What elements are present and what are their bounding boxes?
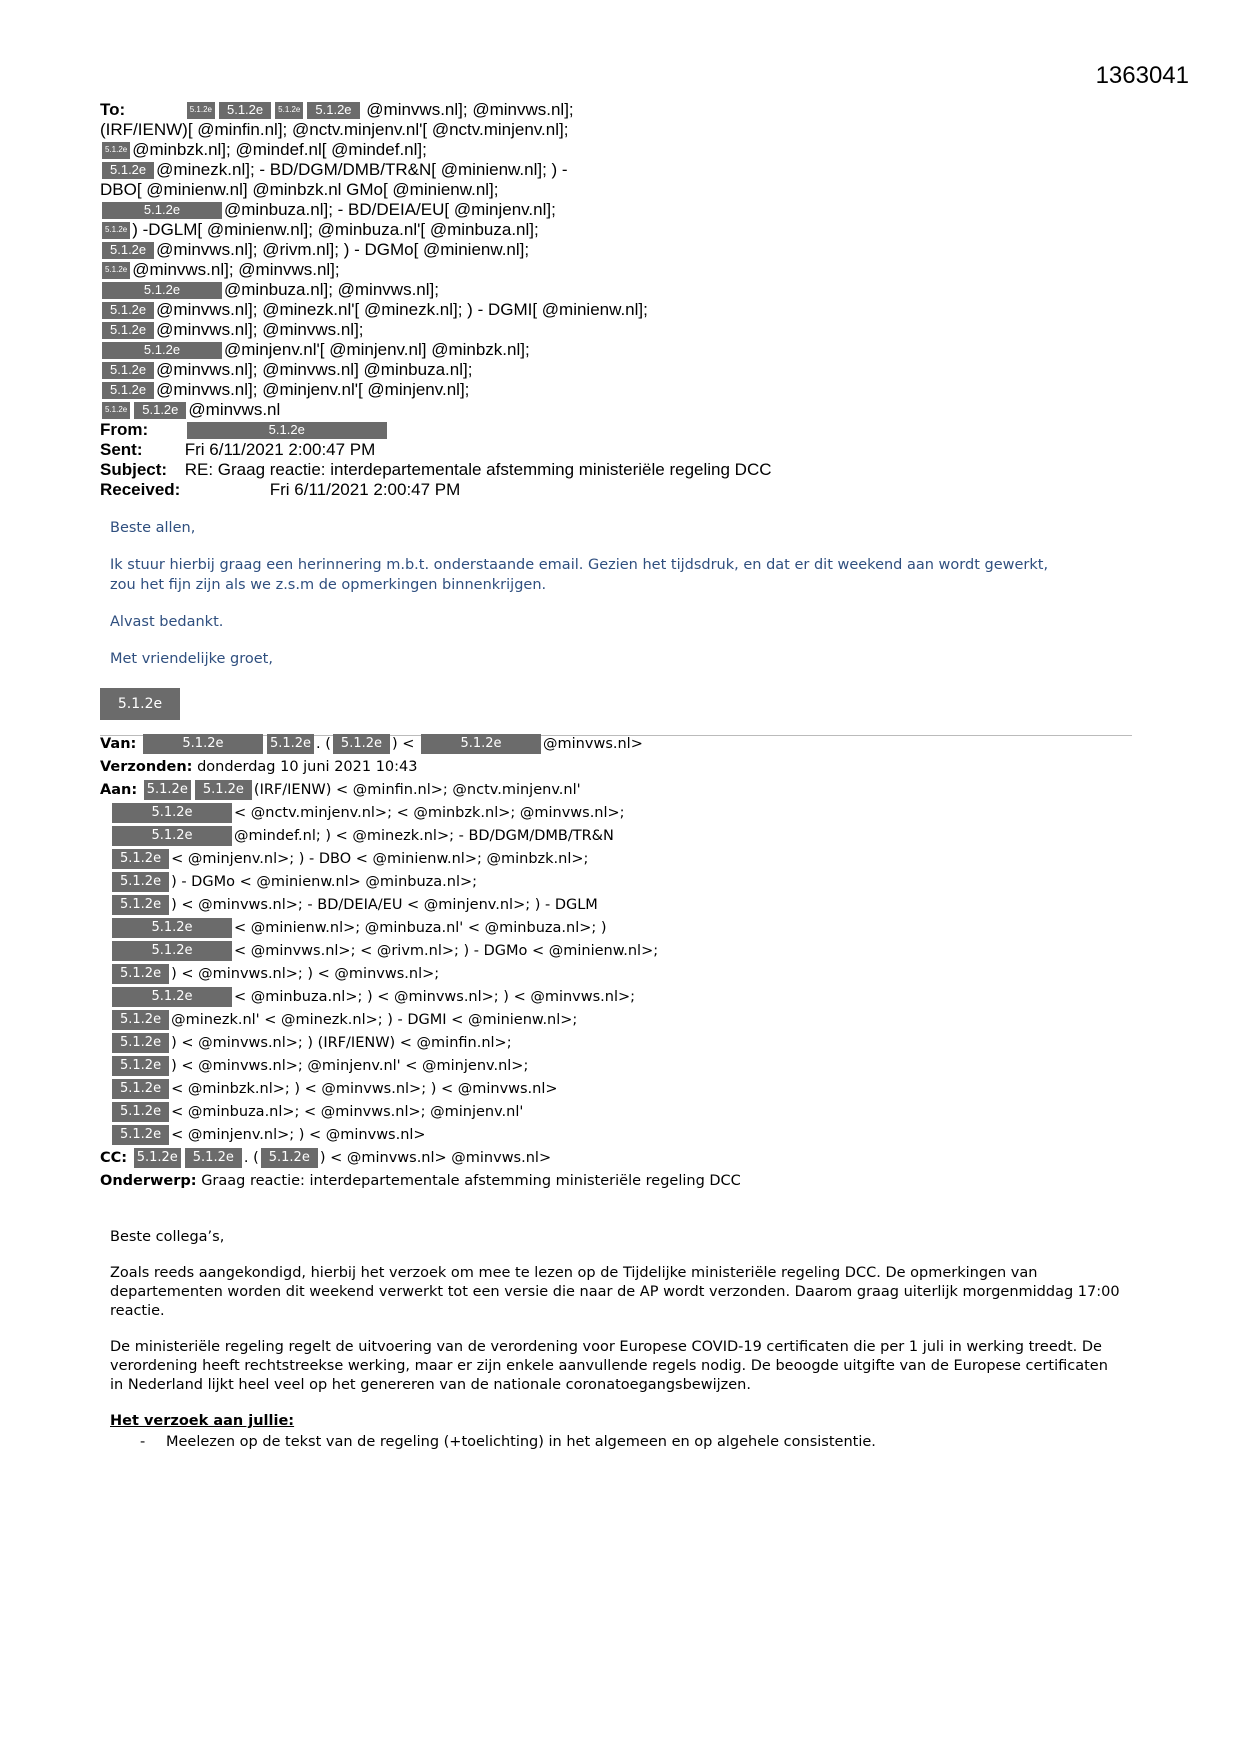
aan-line-text: ) < @minvws.nl>; ) < @minvws.nl>;: [171, 966, 440, 982]
paragraph: De ministeriële regeling regelt de uitvoering van de verordening voor Europese COVID-19 certificaten die per 1 juli in werking treedt. De verordening heeft rechtstreekse werking, maar er zijn enkele aanvullende regels nodig. De beoogde uitgifte van de Europese certificaten in Nederland lijkt heel veel op het genereren van de nationale coronatoegangsbewijzen.: [110, 1339, 1108, 1393]
to-line-text: @minvws.nl]; @minjenv.nl'[ @minjenv.nl];: [156, 380, 470, 399]
aan-line: [100, 825, 1140, 848]
to-line-text: @minvws.nl]; @minvws.nl];: [366, 100, 574, 119]
to-line: [100, 260, 1130, 280]
redaction: 5.1.2e: [102, 342, 222, 359]
redaction: 5.1.2e: [102, 222, 130, 239]
sent-row: [100, 440, 1130, 460]
to-line-text: @minvws.nl]; @minvws.nl] @minbuza.nl];: [156, 360, 473, 379]
aan-label: Aan:: [100, 782, 138, 798]
from-row: [100, 420, 1130, 440]
onderwerp-value: Graag reactie: interdepartementale afstemming ministeriële regeling DCC: [201, 1173, 741, 1189]
redaction: 5.1.2e: [102, 402, 130, 419]
van-label: Van:: [100, 736, 137, 752]
email1-to-block: [100, 100, 1130, 420]
email2-header: [100, 733, 1140, 1193]
aan-line-text: < @minienw.nl>; @minbuza.nl' < @minbuza.nl>; ): [234, 920, 607, 936]
to-line-text: @minvws.nl: [188, 400, 281, 419]
to-line-text: @minvws.nl]; @minezk.nl'[ @minezk.nl]; ) - DGMI[ @minienw.nl];: [156, 300, 648, 319]
aan-line-text: < @minjenv.nl>; ) - DBO < @minienw.nl>; @minbzk.nl>;: [171, 851, 589, 867]
redaction: 5.1.2e: [112, 895, 169, 915]
verzonden-row: [100, 756, 1140, 779]
redaction: 5.1.2e: [102, 242, 154, 259]
sent-label: Sent:: [100, 440, 143, 459]
closing: Met vriendelijke groet,: [110, 651, 273, 667]
to-label: To:: [100, 100, 126, 119]
redaction: 5.1.2e: [134, 402, 186, 419]
onderwerp-label: Onderwerp:: [100, 1173, 197, 1189]
to-line-text: ) -DGLM[ @minienw.nl]; @minbuza.nl'[ @minbuza.nl];: [132, 220, 539, 239]
received-value: Fri 6/11/2021 2:00:47 PM: [269, 480, 461, 499]
aan-line: [100, 871, 1140, 894]
redaction: 5.1.2e: [102, 382, 154, 399]
redaction: 5.1.2e: [102, 302, 154, 319]
to-line: [100, 160, 1130, 180]
to-line: [100, 280, 1130, 300]
redaction: 5.1.2e: [112, 964, 169, 984]
to-line-text: @minezk.nl]; - BD/DGM/DMB/TR&N[ @minienw.nl]; ) -: [156, 160, 568, 179]
aan-line: [100, 940, 1140, 963]
verzonden-value: donderdag 10 juni 2021 10:43: [197, 759, 418, 775]
redaction: 5.1.2e: [102, 162, 154, 179]
to-line: [100, 400, 1130, 420]
aan-line: [100, 963, 1140, 986]
redaction: 5.1.2e: [421, 734, 541, 754]
aan-line: [100, 848, 1140, 871]
aan-line-text: ) < @minvws.nl>; - BD/DEIA/EU < @minjenv.nl>; ) - DGLM: [171, 897, 598, 913]
to-line: [100, 340, 1130, 360]
redaction: 5.1.2e: [187, 102, 215, 119]
aan-line-text: < @minvws.nl>; < @rivm.nl>; ) - DGMo < @minienw.nl>;: [234, 943, 659, 959]
redaction: 5.1.2e: [112, 872, 169, 892]
aan-line: [100, 917, 1140, 940]
request-list: [110, 1433, 1120, 1452]
aan-line-text: < @minbzk.nl>; ) < @minvws.nl>; ) < @minvws.nl>: [171, 1081, 558, 1097]
subject-row: [100, 460, 1130, 480]
onderwerp-row: [100, 1170, 1140, 1193]
paragraph: Zoals reeds aangekondigd, hierbij het verzoek om mee te lezen op de Tijdelijke ministeriële regeling DCC. De opmerkingen van departementen worden dit weekend verwerkt tot een versie die naar de AP wordt verzonden. Daarom graag uiterlijk morgenmiddag 17:00 reactie.: [110, 1265, 1120, 1319]
redaction: 5.1.2e: [112, 1125, 169, 1145]
redaction: 5.1.2e: [112, 849, 169, 869]
to-line: [100, 120, 1130, 140]
redaction: 5.1.2e: [112, 1079, 169, 1099]
redaction: 5.1.2e: [112, 1056, 169, 1076]
aan-line-text: @mindef.nl; ) < @minezk.nl>; - BD/DGM/DMB/TR&N: [234, 828, 614, 844]
redaction: 5.1.2e: [261, 1148, 318, 1168]
list-item: - Meelezen op de tekst van de regeling (+toelichting) in het algemeen en op algehele consistentie.: [140, 1433, 1120, 1452]
redaction: 5.1.2e: [134, 1148, 181, 1168]
redaction: 5.1.2e: [187, 422, 387, 439]
aan-line: [100, 1055, 1140, 1078]
aan-line: [100, 1032, 1140, 1055]
redaction: 5.1.2e: [112, 803, 232, 823]
subject-value: RE: Graag reactie: interdepartementale afstemming ministeriële regeling DCC: [184, 460, 772, 479]
to-line-text: DBO[ @minienw.nl] @minbzk.nl GMo[ @minienw.nl];: [100, 180, 499, 199]
sent-value: Fri 6/11/2021 2:00:47 PM: [184, 440, 376, 459]
from-label: From:: [100, 420, 149, 439]
redaction: 5.1.2e: [195, 780, 252, 800]
redaction: 5.1.2e: [112, 941, 232, 961]
aan-row: [100, 779, 1140, 802]
paragraph: Ik stuur hierbij graag een herinnering m.b.t. onderstaande email. Gezien het tijdsdruk, en dat er dit weekend aan wordt gewerkt, zou het fijn zijn als we z.s.m de opmerkingen binnenkrijgen.: [110, 557, 1049, 593]
to-line: [100, 240, 1130, 260]
to-line: [100, 180, 1130, 200]
to-line-text: @minvws.nl]; @minvws.nl];: [132, 260, 340, 279]
signature-redaction: 5.1.2e: [100, 688, 180, 720]
redaction: 5.1.2e: [112, 918, 232, 938]
redaction: 5.1.2e: [307, 102, 359, 119]
to-line: [100, 380, 1130, 400]
redaction: 5.1.2e: [102, 362, 154, 379]
redaction: 5.1.2e: [102, 282, 222, 299]
aan-line: [100, 1009, 1140, 1032]
to-line: [100, 300, 1130, 320]
cc-label: CC:: [100, 1150, 128, 1166]
received-label: Received:: [100, 480, 181, 499]
redaction: 5.1.2e: [144, 780, 191, 800]
aan-line: [100, 986, 1140, 1009]
aan-line-text: < @minjenv.nl>; ) < @minvws.nl>: [171, 1127, 426, 1143]
redaction: 5.1.2e: [112, 826, 232, 846]
aan-line: [100, 1078, 1140, 1101]
redaction: 5.1.2e: [102, 142, 130, 159]
to-line: [100, 320, 1130, 340]
document-id: 1363041: [1095, 62, 1189, 89]
aan-line: [100, 1101, 1140, 1124]
to-line: [100, 220, 1130, 240]
redaction: 5.1.2e: [112, 1010, 169, 1030]
email2-body: [110, 1228, 1120, 1452]
aan-line: [100, 1124, 1140, 1147]
redaction: 5.1.2e: [112, 987, 232, 1007]
subject-label: Subject:: [100, 460, 168, 479]
aan-line-text: ) - DGMo < @minienw.nl> @minbuza.nl>;: [171, 874, 478, 890]
redaction: 5.1.2e: [112, 1102, 169, 1122]
greeting: Beste allen,: [110, 520, 196, 536]
cc-value: ) < @minvws.nl> @minvws.nl>: [319, 1150, 552, 1166]
redaction: 5.1.2e: [333, 734, 390, 754]
redaction: 5.1.2e: [267, 734, 314, 754]
aan-line: [100, 802, 1140, 825]
email1-meta: [100, 420, 1130, 500]
to-line-text: @minjenv.nl'[ @minjenv.nl] @minbzk.nl];: [224, 340, 530, 359]
to-line-text: @minvws.nl]; @rivm.nl]; ) - DGMo[ @minienw.nl];: [156, 240, 530, 259]
redaction: 5.1.2e: [102, 262, 130, 279]
to-line: [100, 360, 1130, 380]
aan-line-text: ) < @minvws.nl>; @minjenv.nl' < @minjenv.nl>;: [171, 1058, 529, 1074]
aan-line-text: < @minbuza.nl>; ) < @minvws.nl>; ) < @minvws.nl>;: [234, 989, 636, 1005]
to-line-text: @minvws.nl]; @minvws.nl];: [156, 320, 364, 339]
received-row: [100, 480, 1130, 500]
redaction: 5.1.2e: [219, 102, 271, 119]
to-line: [100, 200, 1130, 220]
redaction: 5.1.2e: [143, 734, 263, 754]
van-value: @minvws.nl>: [543, 736, 643, 752]
redaction: 5.1.2e: [112, 1033, 169, 1053]
aan-line-text: < @minbuza.nl>; < @minvws.nl>; @minjenv.nl': [171, 1104, 524, 1120]
cc-row: CC: 5.1.2e 5.1.2e . ( 5.1.2e ) < @minvws.nl> @minvws.nl>: [100, 1150, 552, 1166]
aan-line-text: ) < @minvws.nl>; ) (IRF/IENW) < @minfin.nl>;: [171, 1035, 512, 1051]
aan-line-text: @minezk.nl' < @minezk.nl>; ) - DGMI < @minienw.nl>;: [171, 1012, 578, 1028]
to-line: [100, 140, 1130, 160]
to-line-text: @minbzk.nl]; @mindef.nl[ @mindef.nl];: [132, 140, 427, 159]
aan-line-text: < @nctv.minjenv.nl>; < @minbzk.nl>; @minvws.nl>;: [234, 805, 625, 821]
request-heading: Het verzoek aan jullie:: [110, 1413, 295, 1429]
redaction: 5.1.2e: [185, 1148, 242, 1168]
to-line-text: @minbuza.nl]; @minvws.nl];: [224, 280, 439, 299]
redaction: 5.1.2e: [102, 202, 222, 219]
verzonden-label: Verzonden:: [100, 759, 193, 775]
thanks: Alvast bedankt.: [110, 614, 224, 630]
redaction: 5.1.2e: [275, 102, 303, 119]
aan-line-text: (IRF/IENW) < @minfin.nl>; @nctv.minjenv.nl': [253, 782, 581, 798]
to-line: [100, 100, 1130, 120]
van-row: Van: 5.1.2e 5.1.2e . ( 5.1.2e ) < 5.1.2e @minvws.nl>: [100, 736, 643, 752]
greeting: Beste collega’s,: [110, 1229, 225, 1245]
email1-body: [110, 518, 1070, 686]
aan-line: [100, 894, 1140, 917]
redaction: 5.1.2e: [102, 322, 154, 339]
to-line-text: @minbuza.nl]; - BD/DEIA/EU[ @minjenv.nl];: [224, 200, 556, 219]
to-line-text: (IRF/IENW)[ @minfin.nl]; @nctv.minjenv.nl'[ @nctv.minjenv.nl];: [100, 120, 569, 139]
